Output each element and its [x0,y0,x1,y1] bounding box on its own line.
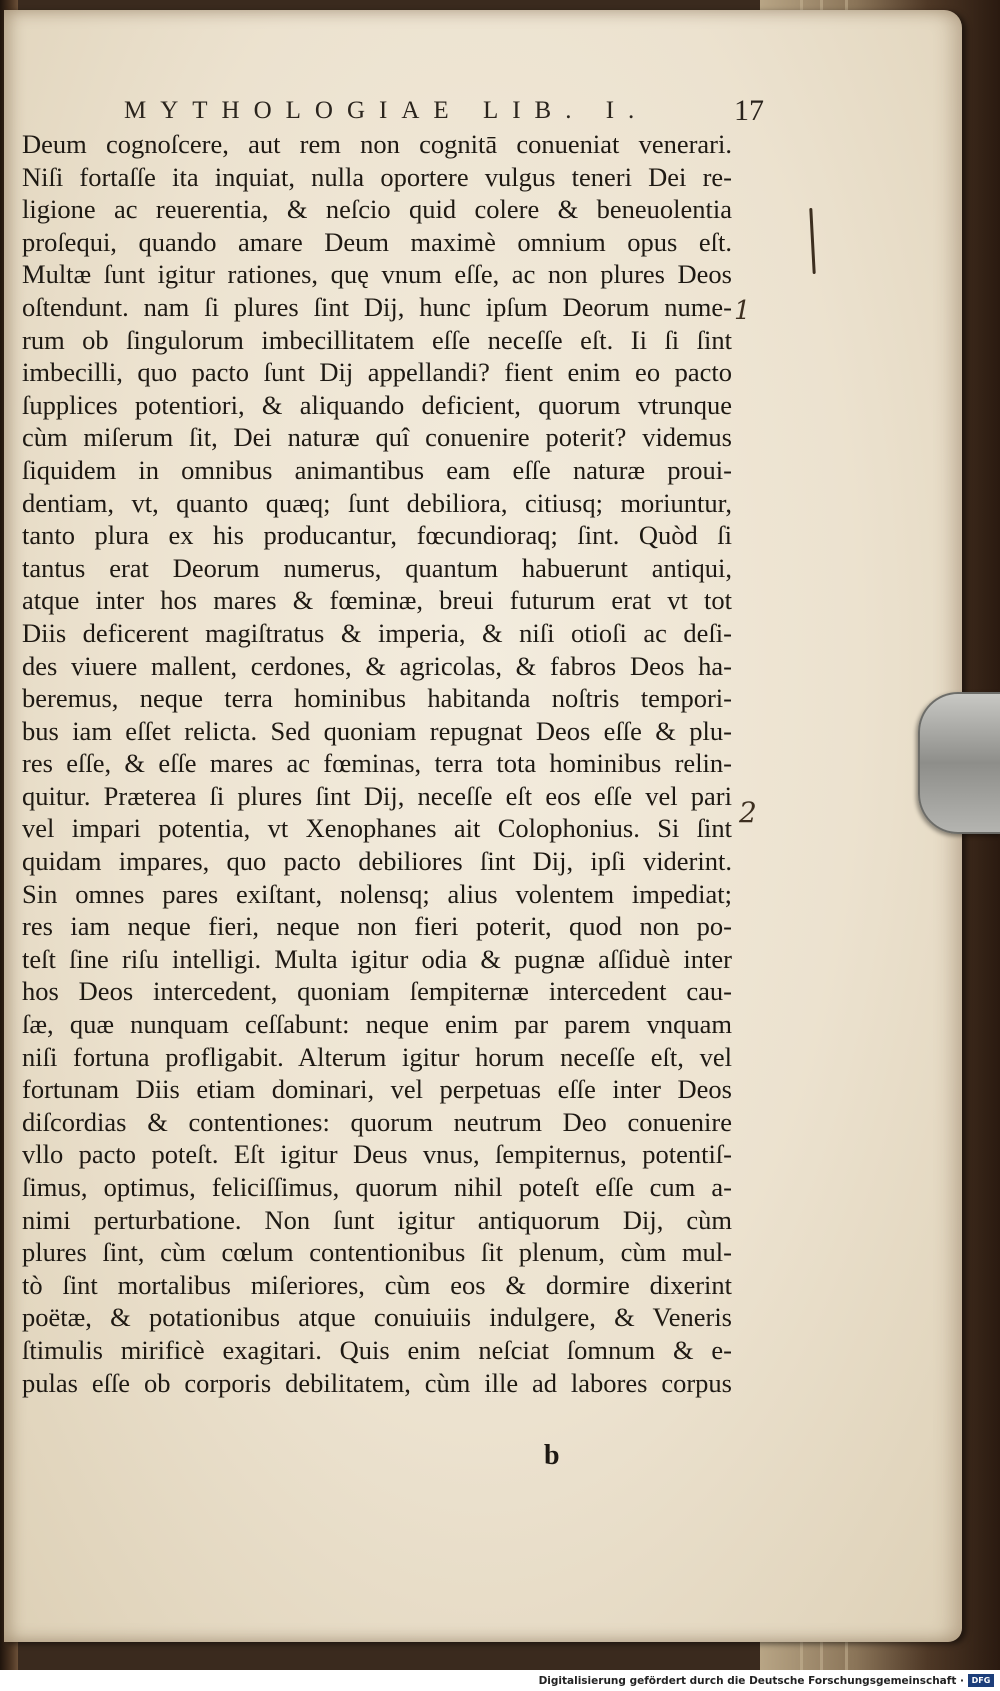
text-line: cùm miſerum ſit, Dei naturæ quî conuenire poterit? videmus [22,422,732,453]
text-line: res eſſe, & eſſe mares ac fœminas, terra tota hominibus relin- [22,748,732,779]
text-line: fortunam Diis etiam dominari, vel perpetuas eſſe inter Deos [22,1074,732,1105]
text-line: atque inter hos mares & fœminæ, breui futurum erat vt tot [22,585,732,616]
margin-stroke-mark [809,208,815,274]
text-line: proſequi, quando amare Deum maximè omnium opus eſt. [22,226,732,257]
text-line: plures ſint, cùm cœlum contentionibus ſit plenum, cùm mul- [22,1237,732,1268]
text-line: teſt ſine riſu intelligi. Multa igitur odia & pugnæ aſſiduè inter [22,943,732,974]
running-title: MYTHOLOGIAE LIB. I. [124,97,649,124]
text-line: niſi fortuna profligabit. Alterum igitur horum neceſſe eſt, vel [22,1041,732,1072]
text-line: tanto plura ex his producantur, fœcundioraq; ſint. Quòd ſi [22,520,732,551]
dfg-logo-icon: DFG [968,1674,994,1687]
page-clip [918,692,1000,834]
text-line: vel impari potentia, vt Xenophanes ait Colophonius. Si ſint [22,813,732,844]
text-line: dentiam, vt, quanto quæq; ſunt debiliora, citiusq; moriuntur, [22,487,732,518]
text-line: tò ſint mortalibus miſeriores, cùm eos & dormire dixerint [22,1269,732,1300]
text-line: beremus, neque terra hominibus habitanda noſtris tempori- [22,683,732,714]
funding-credit: Digitalisierung gefördert durch die Deutsche Forschungsgemeinschaft · [538,1674,964,1687]
text-line: tantus erat Deorum numerus, quantum habuerunt antiqui, [22,552,732,583]
text-line: res iam neque fieri, neque non fieri poterit, quod non po- [22,911,732,942]
text-line: poëtæ, & potationibus atque conuiuiis indulgere, & Veneris [22,1302,732,1333]
footer-bar [0,1670,1000,1691]
folio-number: 17 [734,94,764,127]
margin-note-2: 2 [739,796,757,829]
catchword: b [544,1440,560,1471]
book-page [4,10,962,1642]
text-line: Multæ ſunt igitur rationes, quę vnum eſſe, ac non plures Deos [22,259,732,290]
text-line: ſimus, optimus, feliciſſimus, quorum nihil poteſt eſſe cum a- [22,1172,732,1202]
text-line: quidam impares, quo pacto debiliores ſint Dij, ipſi viderint. [22,846,732,877]
text-line: Sin omnes pares exiſtant, nolensq; alius volentem impediat; [22,878,732,909]
text-line: Deum cognoſcere, aut rem non cognitā conueniat venerari. [22,129,732,159]
text-line: vllo pacto poteſt. Eſt igitur Deus vnus, ſempiternus, potentiſ- [22,1139,732,1170]
text-line: ligione ac reuerentia, & neſcio quid colere & beneuolentia [22,194,732,225]
text-line: nimi perturbatione. Non ſunt igitur antiquorum Dij, cùm [22,1204,732,1235]
text-line: pulas eſſe ob corporis debilitatem, cùm ille ad labores corpus [22,1367,732,1398]
text-line: ſiquidem in omnibus animantibus eam eſſe naturæ proui- [22,454,732,485]
text-line: rum ob ſingulorum imbecillitatem eſſe neceſſe eſt. Ii ſi ſint [22,324,732,355]
text-line: Diis deficerent magiſtratus & imperia, & niſi otioſi ac deſi- [22,617,732,648]
text-block [22,128,732,1399]
text-line: ſæ, quæ nunquam ceſſabunt: neque enim par parem vnquam [22,1009,732,1040]
text-line: ſupplices potentiori, & aliquando deficient, quorum vtrunque [22,389,732,420]
text-line: ſtimulis mirificè exagitari. Quis enim neſciat ſomnum & e- [22,1334,732,1365]
text-line: diſcordias & contentiones: quorum neutrum Deo conuenire [22,1106,732,1137]
text-line: imbecilli, quo pacto ſunt Dij appellandi? fient enim eo pacto [22,357,732,388]
page-header [124,94,764,128]
text-line: hos Deos intercedent, quoniam ſempiternæ intercedent cau- [22,976,732,1007]
text-line: des viuere mallent, cerdones, & agricolas, & fabros Deos ha- [22,650,732,681]
text-line: Niſi fortaſſe ita inquiat, nulla oportere vulgus teneri Dei re- [22,161,732,192]
text-line: oſtendunt. nam ſi plures ſint Dij, hunc ipſum Deorum nume- [22,291,732,322]
margin-note-1: 1 [734,296,751,326]
text-line: bus iam eſſet relicta. Sed quoniam repugnat Deos eſſe & plu- [22,715,732,746]
text-line: quitur. Præterea ſi plures ſint Dij, neceſſe eſt eos eſſe vel pari [22,780,732,811]
